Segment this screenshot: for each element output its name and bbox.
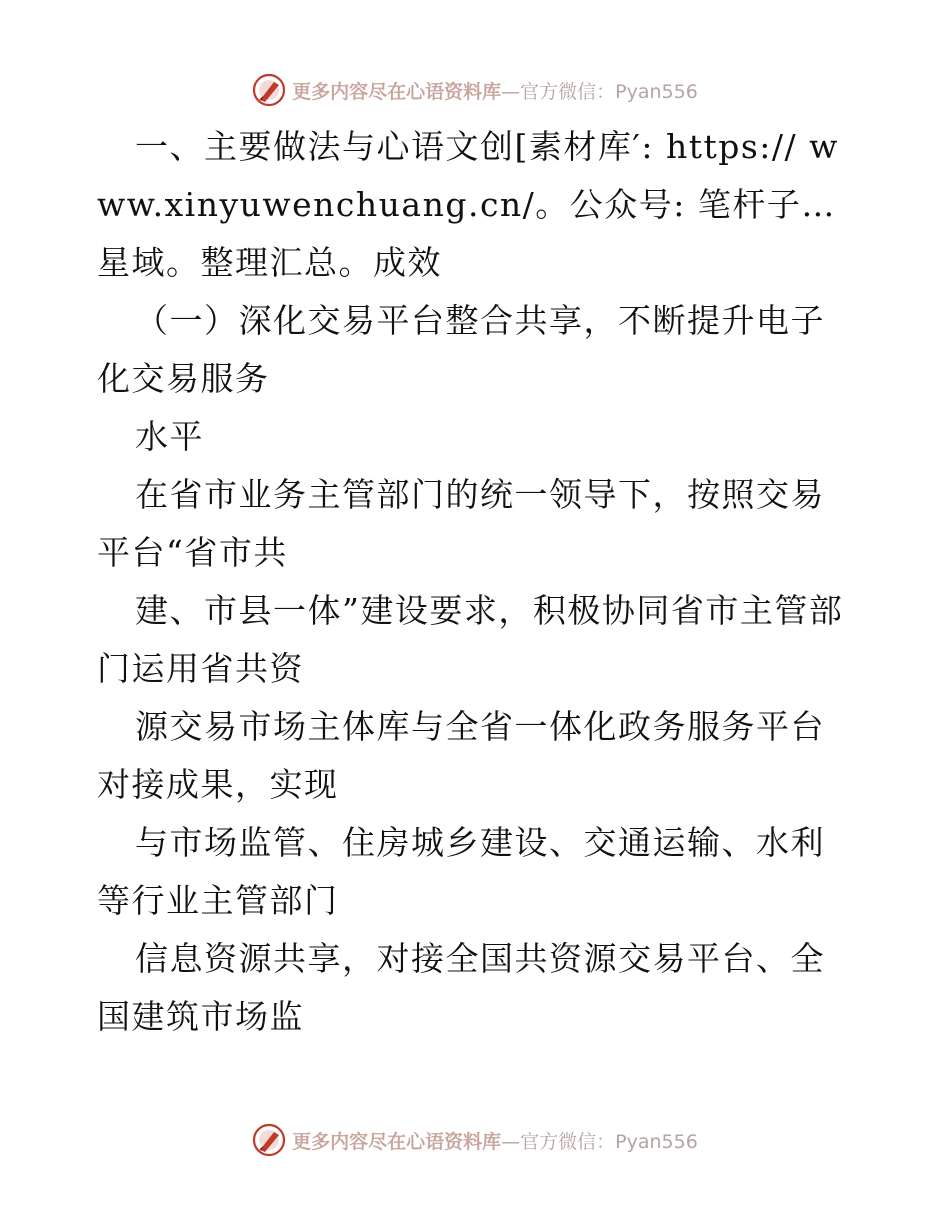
paragraph: 与市场监管、住房城乡建设、交通运输、水利等行业主管部门 [97,823,825,920]
footer-banner-secondary-text: —官方微信：Pyan556 [501,1130,698,1153]
header-watermark-banner [0,70,950,110]
quill-pen-icon [252,73,286,107]
document-body [97,118,857,1046]
header-banner-secondary-text: —官方微信：Pyan556 [501,80,698,103]
footer-banner-primary-text: 更多内容尽在心语资料库 [292,1130,502,1153]
paragraph: 水平 [135,417,204,456]
paragraph: 建、市县一体”建设要求，积极协同省市主管部门运用省共资 [97,591,844,688]
paragraph: 信息资源共享，对接全国共资源交易平台、全国建筑市场监 [97,939,825,1036]
paragraph: 在省市业务主管部门的统一领导下，按照交易平台“省市共 [97,475,825,572]
footer-watermark-banner [0,1120,950,1160]
paragraph: 源交易市场主体库与全省一体化政务服务平台对接成果，实现 [97,707,825,804]
paragraph: （一）深化交易平台整合共享，不断提升电子化交易服务 [97,301,825,398]
quill-pen-icon [252,1123,286,1157]
header-banner-primary-text: 更多内容尽在心语资料库 [292,80,502,103]
paragraph: 一、主要做法与心语文创[素材库′: https:// www.xinyuwenchuang.cn/。公众号: 笔杆子…星域。整理汇总。成效 [97,127,839,282]
